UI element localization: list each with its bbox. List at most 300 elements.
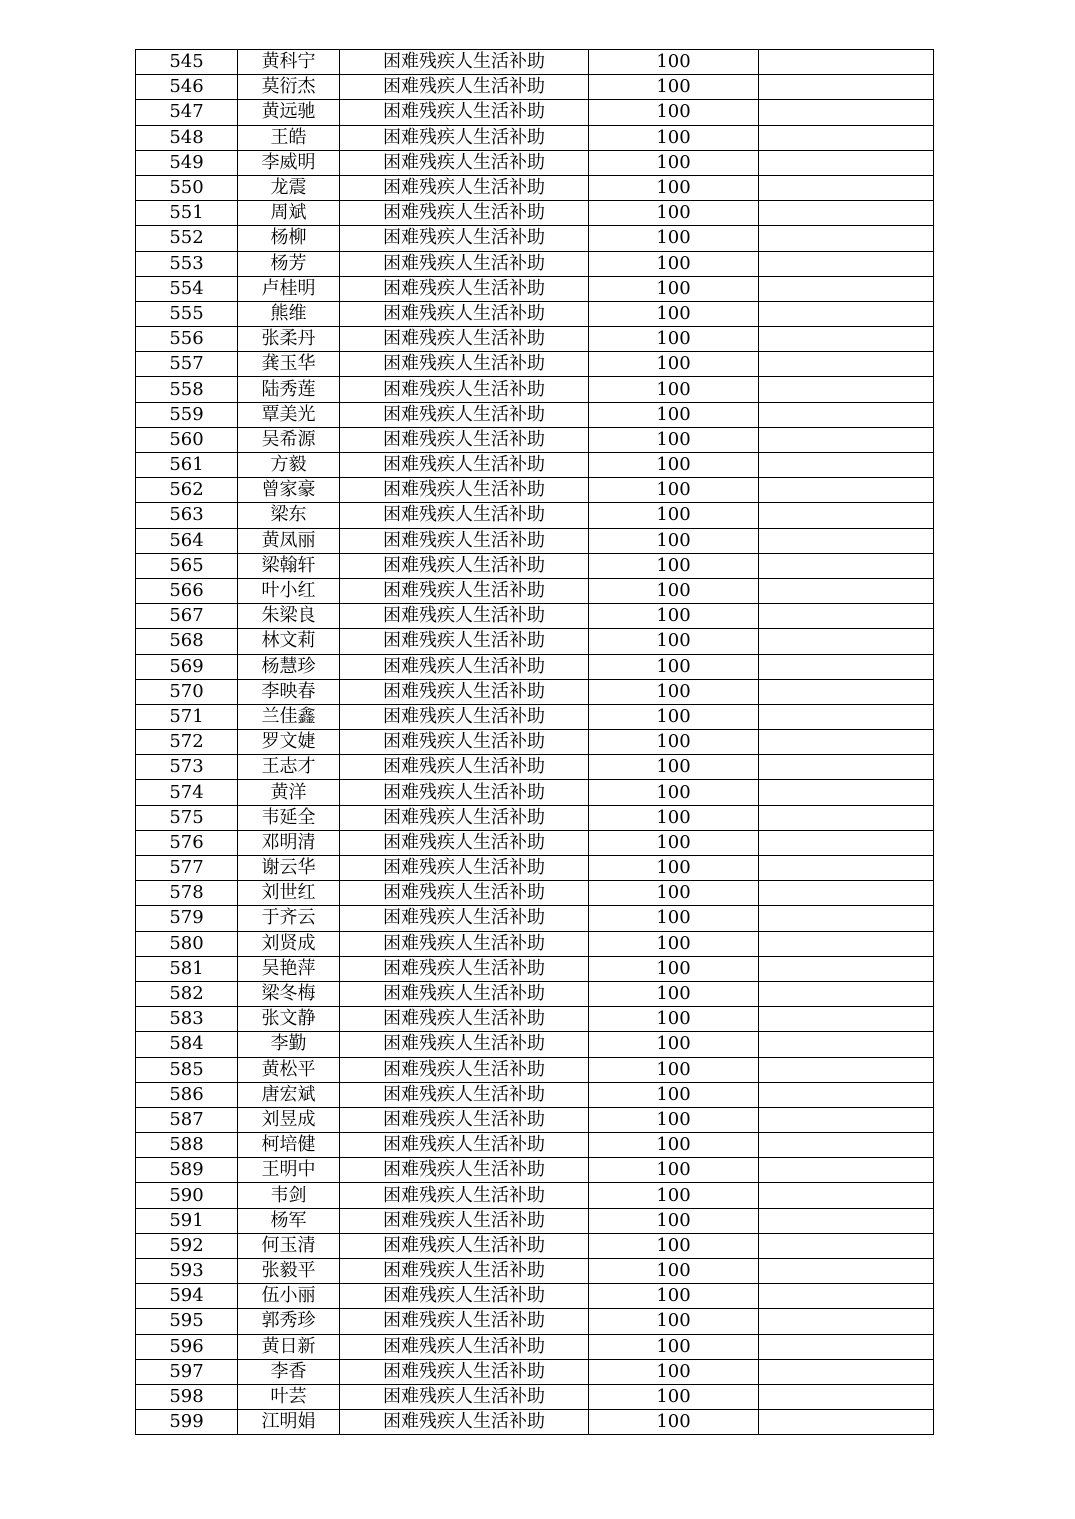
person-name-cell: 伍小丽 xyxy=(238,1284,340,1309)
note-cell xyxy=(759,100,934,125)
person-name-cell: 叶芸 xyxy=(238,1384,340,1409)
serial-number-cell: 558 xyxy=(136,377,238,402)
serial-number-cell: 597 xyxy=(136,1359,238,1384)
table-row xyxy=(136,100,934,125)
serial-number-cell: 564 xyxy=(136,528,238,553)
amount-cell: 100 xyxy=(589,100,759,125)
note-cell xyxy=(759,276,934,301)
note-cell xyxy=(759,629,934,654)
subsidy-item-cell: 困难残疾人生活补助 xyxy=(340,226,589,251)
person-name-cell: 李威明 xyxy=(238,150,340,175)
table-row xyxy=(136,453,934,478)
note-cell xyxy=(759,251,934,276)
subsidy-item-cell: 困难残疾人生活补助 xyxy=(340,1133,589,1158)
amount-cell: 100 xyxy=(589,931,759,956)
subsidy-table xyxy=(135,49,934,1435)
subsidy-item-cell: 困难残疾人生活补助 xyxy=(340,1107,589,1132)
table-row xyxy=(136,1057,934,1082)
serial-number-cell: 599 xyxy=(136,1410,238,1435)
serial-number-cell: 577 xyxy=(136,856,238,881)
person-name-cell: 唐宏斌 xyxy=(238,1082,340,1107)
table-row xyxy=(136,830,934,855)
serial-number-cell: 571 xyxy=(136,704,238,729)
subsidy-item-cell: 困难残疾人生活补助 xyxy=(340,1032,589,1057)
amount-cell: 100 xyxy=(589,276,759,301)
note-cell xyxy=(759,1410,934,1435)
serial-number-cell: 545 xyxy=(136,50,238,75)
subsidy-item-cell: 困难残疾人生活补助 xyxy=(340,604,589,629)
note-cell xyxy=(759,1359,934,1384)
note-cell xyxy=(759,1133,934,1158)
serial-number-cell: 592 xyxy=(136,1233,238,1258)
note-cell xyxy=(759,427,934,452)
note-cell xyxy=(759,805,934,830)
subsidy-item-cell: 困难残疾人生活补助 xyxy=(340,1208,589,1233)
table-row xyxy=(136,226,934,251)
table-row xyxy=(136,1208,934,1233)
amount-cell: 100 xyxy=(589,352,759,377)
serial-number-cell: 560 xyxy=(136,427,238,452)
amount-cell: 100 xyxy=(589,327,759,352)
note-cell xyxy=(759,755,934,780)
table-row xyxy=(136,1133,934,1158)
person-name-cell: 张毅平 xyxy=(238,1259,340,1284)
subsidy-item-cell: 困难残疾人生活补助 xyxy=(340,100,589,125)
amount-cell: 100 xyxy=(589,175,759,200)
amount-cell: 100 xyxy=(589,75,759,100)
person-name-cell: 李勤 xyxy=(238,1032,340,1057)
note-cell xyxy=(759,301,934,326)
note-cell xyxy=(759,75,934,100)
table-row xyxy=(136,1032,934,1057)
note-cell xyxy=(759,503,934,528)
amount-cell: 100 xyxy=(589,1082,759,1107)
amount-cell: 100 xyxy=(589,478,759,503)
amount-cell: 100 xyxy=(589,226,759,251)
subsidy-item-cell: 困难残疾人生活补助 xyxy=(340,1334,589,1359)
subsidy-item-cell: 困难残疾人生活补助 xyxy=(340,1082,589,1107)
note-cell xyxy=(759,1007,934,1032)
amount-cell: 100 xyxy=(589,1334,759,1359)
subsidy-item-cell: 困难残疾人生活补助 xyxy=(340,478,589,503)
subsidy-item-cell: 困难残疾人生活补助 xyxy=(340,251,589,276)
subsidy-item-cell: 困难残疾人生活补助 xyxy=(340,1284,589,1309)
table-body xyxy=(136,50,934,1435)
table-row xyxy=(136,1007,934,1032)
note-cell xyxy=(759,1057,934,1082)
table-row xyxy=(136,931,934,956)
subsidy-item-cell: 困难残疾人生活补助 xyxy=(340,654,589,679)
amount-cell: 100 xyxy=(589,1107,759,1132)
amount-cell: 100 xyxy=(589,730,759,755)
note-cell xyxy=(759,906,934,931)
person-name-cell: 黄科宁 xyxy=(238,50,340,75)
table-row xyxy=(136,251,934,276)
subsidy-item-cell: 困难残疾人生活补助 xyxy=(340,503,589,528)
person-name-cell: 黄日新 xyxy=(238,1334,340,1359)
person-name-cell: 吴希源 xyxy=(238,427,340,452)
person-name-cell: 陆秀莲 xyxy=(238,377,340,402)
subsidy-item-cell: 困难残疾人生活补助 xyxy=(340,830,589,855)
person-name-cell: 杨军 xyxy=(238,1208,340,1233)
person-name-cell: 李香 xyxy=(238,1359,340,1384)
subsidy-item-cell: 困难残疾人生活补助 xyxy=(340,402,589,427)
note-cell xyxy=(759,881,934,906)
subsidy-item-cell: 困难残疾人生活补助 xyxy=(340,931,589,956)
subsidy-item-cell: 困难残疾人生活补助 xyxy=(340,301,589,326)
person-name-cell: 兰佳鑫 xyxy=(238,704,340,729)
table-row xyxy=(136,553,934,578)
amount-cell: 100 xyxy=(589,1057,759,1082)
amount-cell: 100 xyxy=(589,201,759,226)
table-row xyxy=(136,528,934,553)
note-cell xyxy=(759,1334,934,1359)
table-row xyxy=(136,503,934,528)
person-name-cell: 王明中 xyxy=(238,1158,340,1183)
table-row xyxy=(136,175,934,200)
serial-number-cell: 575 xyxy=(136,805,238,830)
note-cell xyxy=(759,377,934,402)
person-name-cell: 黄远驰 xyxy=(238,100,340,125)
subsidy-item-cell: 困难残疾人生活补助 xyxy=(340,175,589,200)
serial-number-cell: 547 xyxy=(136,100,238,125)
subsidy-item-cell: 困难残疾人生活补助 xyxy=(340,377,589,402)
table-row xyxy=(136,377,934,402)
note-cell xyxy=(759,402,934,427)
note-cell xyxy=(759,1032,934,1057)
person-name-cell: 刘世红 xyxy=(238,881,340,906)
person-name-cell: 刘贤成 xyxy=(238,931,340,956)
person-name-cell: 梁东 xyxy=(238,503,340,528)
note-cell xyxy=(759,856,934,881)
person-name-cell: 周斌 xyxy=(238,201,340,226)
note-cell xyxy=(759,175,934,200)
table-row xyxy=(136,629,934,654)
person-name-cell: 黄凤丽 xyxy=(238,528,340,553)
amount-cell: 100 xyxy=(589,805,759,830)
amount-cell: 100 xyxy=(589,956,759,981)
serial-number-cell: 589 xyxy=(136,1158,238,1183)
amount-cell: 100 xyxy=(589,881,759,906)
subsidy-item-cell: 困难残疾人生活补助 xyxy=(340,578,589,603)
table-row xyxy=(136,1259,934,1284)
amount-cell: 100 xyxy=(589,125,759,150)
note-cell xyxy=(759,553,934,578)
serial-number-cell: 586 xyxy=(136,1082,238,1107)
note-cell xyxy=(759,1208,934,1233)
person-name-cell: 杨柳 xyxy=(238,226,340,251)
serial-number-cell: 561 xyxy=(136,453,238,478)
table-row xyxy=(136,1384,934,1409)
table-row xyxy=(136,1158,934,1183)
note-cell xyxy=(759,730,934,755)
table-row xyxy=(136,75,934,100)
amount-cell: 100 xyxy=(589,251,759,276)
person-name-cell: 韦剑 xyxy=(238,1183,340,1208)
amount-cell: 100 xyxy=(589,1158,759,1183)
amount-cell: 100 xyxy=(589,1410,759,1435)
serial-number-cell: 570 xyxy=(136,679,238,704)
serial-number-cell: 576 xyxy=(136,830,238,855)
serial-number-cell: 567 xyxy=(136,604,238,629)
amount-cell: 100 xyxy=(589,1309,759,1334)
table-row xyxy=(136,150,934,175)
amount-cell: 100 xyxy=(589,906,759,931)
person-name-cell: 梁冬梅 xyxy=(238,981,340,1006)
note-cell xyxy=(759,1082,934,1107)
subsidy-item-cell: 困难残疾人生活补助 xyxy=(340,1233,589,1258)
person-name-cell: 于齐云 xyxy=(238,906,340,931)
subsidy-item-cell: 困难残疾人生活补助 xyxy=(340,327,589,352)
serial-number-cell: 596 xyxy=(136,1334,238,1359)
table-row xyxy=(136,981,934,1006)
person-name-cell: 王皓 xyxy=(238,125,340,150)
table-row xyxy=(136,402,934,427)
person-name-cell: 梁翰轩 xyxy=(238,553,340,578)
note-cell xyxy=(759,528,934,553)
amount-cell: 100 xyxy=(589,856,759,881)
table-row xyxy=(136,301,934,326)
person-name-cell: 李映春 xyxy=(238,679,340,704)
table-row xyxy=(136,679,934,704)
note-cell xyxy=(759,1233,934,1258)
person-name-cell: 卢桂明 xyxy=(238,276,340,301)
table-row xyxy=(136,1410,934,1435)
note-cell xyxy=(759,453,934,478)
serial-number-cell: 581 xyxy=(136,956,238,981)
note-cell xyxy=(759,704,934,729)
person-name-cell: 龚玉华 xyxy=(238,352,340,377)
note-cell xyxy=(759,654,934,679)
amount-cell: 100 xyxy=(589,301,759,326)
serial-number-cell: 583 xyxy=(136,1007,238,1032)
subsidy-item-cell: 困难残疾人生活补助 xyxy=(340,856,589,881)
note-cell xyxy=(759,1309,934,1334)
note-cell xyxy=(759,327,934,352)
note-cell xyxy=(759,1107,934,1132)
serial-number-cell: 572 xyxy=(136,730,238,755)
amount-cell: 100 xyxy=(589,654,759,679)
person-name-cell: 林文莉 xyxy=(238,629,340,654)
subsidy-item-cell: 困难残疾人生活补助 xyxy=(340,1007,589,1032)
table-row xyxy=(136,881,934,906)
amount-cell: 100 xyxy=(589,679,759,704)
serial-number-cell: 548 xyxy=(136,125,238,150)
serial-number-cell: 594 xyxy=(136,1284,238,1309)
table-row xyxy=(136,427,934,452)
table-row xyxy=(136,1082,934,1107)
note-cell xyxy=(759,604,934,629)
person-name-cell: 覃美光 xyxy=(238,402,340,427)
amount-cell: 100 xyxy=(589,704,759,729)
note-cell xyxy=(759,981,934,1006)
amount-cell: 100 xyxy=(589,453,759,478)
note-cell xyxy=(759,150,934,175)
serial-number-cell: 578 xyxy=(136,881,238,906)
amount-cell: 100 xyxy=(589,629,759,654)
person-name-cell: 张文静 xyxy=(238,1007,340,1032)
table-row xyxy=(136,1309,934,1334)
note-cell xyxy=(759,352,934,377)
table-row xyxy=(136,50,934,75)
person-name-cell: 郭秀珍 xyxy=(238,1309,340,1334)
subsidy-item-cell: 困难残疾人生活补助 xyxy=(340,1359,589,1384)
table-row xyxy=(136,352,934,377)
note-cell xyxy=(759,679,934,704)
table-row xyxy=(136,201,934,226)
note-cell xyxy=(759,478,934,503)
subsidy-item-cell: 困难残疾人生活补助 xyxy=(340,805,589,830)
serial-number-cell: 550 xyxy=(136,175,238,200)
note-cell xyxy=(759,1158,934,1183)
subsidy-item-cell: 困难残疾人生活补助 xyxy=(340,352,589,377)
person-name-cell: 柯培健 xyxy=(238,1133,340,1158)
note-cell xyxy=(759,1183,934,1208)
subsidy-item-cell: 困难残疾人生活补助 xyxy=(340,276,589,301)
serial-number-cell: 590 xyxy=(136,1183,238,1208)
note-cell xyxy=(759,226,934,251)
person-name-cell: 韦延全 xyxy=(238,805,340,830)
serial-number-cell: 566 xyxy=(136,578,238,603)
serial-number-cell: 562 xyxy=(136,478,238,503)
table-row xyxy=(136,1233,934,1258)
amount-cell: 100 xyxy=(589,1032,759,1057)
serial-number-cell: 598 xyxy=(136,1384,238,1409)
person-name-cell: 杨芳 xyxy=(238,251,340,276)
person-name-cell: 吴艳萍 xyxy=(238,956,340,981)
serial-number-cell: 553 xyxy=(136,251,238,276)
table-row xyxy=(136,125,934,150)
amount-cell: 100 xyxy=(589,377,759,402)
amount-cell: 100 xyxy=(589,503,759,528)
serial-number-cell: 569 xyxy=(136,654,238,679)
subsidy-item-cell: 困难残疾人生活补助 xyxy=(340,1259,589,1284)
subsidy-item-cell: 困难残疾人生活补助 xyxy=(340,780,589,805)
note-cell xyxy=(759,830,934,855)
table-row xyxy=(136,604,934,629)
subsidy-item-cell: 困难残疾人生活补助 xyxy=(340,981,589,1006)
note-cell xyxy=(759,1384,934,1409)
amount-cell: 100 xyxy=(589,604,759,629)
person-name-cell: 朱梁良 xyxy=(238,604,340,629)
serial-number-cell: 563 xyxy=(136,503,238,528)
table-row xyxy=(136,1359,934,1384)
subsidy-item-cell: 困难残疾人生活补助 xyxy=(340,1158,589,1183)
serial-number-cell: 593 xyxy=(136,1259,238,1284)
table-row xyxy=(136,956,934,981)
note-cell xyxy=(759,956,934,981)
subsidy-item-cell: 困难残疾人生活补助 xyxy=(340,755,589,780)
table-row xyxy=(136,276,934,301)
note-cell xyxy=(759,578,934,603)
subsidy-item-cell: 困难残疾人生活补助 xyxy=(340,956,589,981)
serial-number-cell: 574 xyxy=(136,780,238,805)
amount-cell: 100 xyxy=(589,1384,759,1409)
subsidy-item-cell: 困难残疾人生活补助 xyxy=(340,1057,589,1082)
amount-cell: 100 xyxy=(589,1183,759,1208)
subsidy-item-cell: 困难残疾人生活补助 xyxy=(340,704,589,729)
amount-cell: 100 xyxy=(589,830,759,855)
table-row xyxy=(136,327,934,352)
subsidy-item-cell: 困难残疾人生活补助 xyxy=(340,453,589,478)
person-name-cell: 莫衍杰 xyxy=(238,75,340,100)
table-row xyxy=(136,755,934,780)
table-row xyxy=(136,1284,934,1309)
amount-cell: 100 xyxy=(589,427,759,452)
serial-number-cell: 565 xyxy=(136,553,238,578)
serial-number-cell: 559 xyxy=(136,402,238,427)
subsidy-item-cell: 困难残疾人生活补助 xyxy=(340,679,589,704)
serial-number-cell: 595 xyxy=(136,1309,238,1334)
subsidy-item-cell: 困难残疾人生活补助 xyxy=(340,1183,589,1208)
serial-number-cell: 584 xyxy=(136,1032,238,1057)
serial-number-cell: 551 xyxy=(136,201,238,226)
person-name-cell: 叶小红 xyxy=(238,578,340,603)
amount-cell: 100 xyxy=(589,1233,759,1258)
table-row xyxy=(136,578,934,603)
amount-cell: 100 xyxy=(589,553,759,578)
person-name-cell: 曾家豪 xyxy=(238,478,340,503)
serial-number-cell: 557 xyxy=(136,352,238,377)
serial-number-cell: 587 xyxy=(136,1107,238,1132)
subsidy-item-cell: 困难残疾人生活补助 xyxy=(340,528,589,553)
note-cell xyxy=(759,201,934,226)
person-name-cell: 王志才 xyxy=(238,755,340,780)
serial-number-cell: 582 xyxy=(136,981,238,1006)
serial-number-cell: 552 xyxy=(136,226,238,251)
table-row xyxy=(136,730,934,755)
person-name-cell: 黄松平 xyxy=(238,1057,340,1082)
serial-number-cell: 580 xyxy=(136,931,238,956)
person-name-cell: 罗文婕 xyxy=(238,730,340,755)
person-name-cell: 江明娟 xyxy=(238,1410,340,1435)
serial-number-cell: 573 xyxy=(136,755,238,780)
amount-cell: 100 xyxy=(589,402,759,427)
amount-cell: 100 xyxy=(589,578,759,603)
serial-number-cell: 556 xyxy=(136,327,238,352)
subsidy-item-cell: 困难残疾人生活补助 xyxy=(340,881,589,906)
table-row xyxy=(136,780,934,805)
person-name-cell: 龙震 xyxy=(238,175,340,200)
table-row xyxy=(136,856,934,881)
subsidy-item-cell: 困难残疾人生活补助 xyxy=(340,730,589,755)
table-row xyxy=(136,1334,934,1359)
note-cell xyxy=(759,1284,934,1309)
person-name-cell: 熊维 xyxy=(238,301,340,326)
table-row xyxy=(136,704,934,729)
amount-cell: 100 xyxy=(589,1284,759,1309)
amount-cell: 100 xyxy=(589,755,759,780)
serial-number-cell: 555 xyxy=(136,301,238,326)
subsidy-item-cell: 困难残疾人生活补助 xyxy=(340,629,589,654)
subsidy-item-cell: 困难残疾人生活补助 xyxy=(340,201,589,226)
person-name-cell: 张柔丹 xyxy=(238,327,340,352)
subsidy-item-cell: 困难残疾人生活补助 xyxy=(340,50,589,75)
subsidy-item-cell: 困难残疾人生活补助 xyxy=(340,553,589,578)
serial-number-cell: 554 xyxy=(136,276,238,301)
note-cell xyxy=(759,125,934,150)
note-cell xyxy=(759,1259,934,1284)
serial-number-cell: 579 xyxy=(136,906,238,931)
person-name-cell: 何玉清 xyxy=(238,1233,340,1258)
table-row xyxy=(136,478,934,503)
subsidy-item-cell: 困难残疾人生活补助 xyxy=(340,150,589,175)
amount-cell: 100 xyxy=(589,780,759,805)
person-name-cell: 刘昱成 xyxy=(238,1107,340,1132)
amount-cell: 100 xyxy=(589,1208,759,1233)
subsidy-item-cell: 困难残疾人生活补助 xyxy=(340,906,589,931)
subsidy-item-cell: 困难残疾人生活补助 xyxy=(340,427,589,452)
